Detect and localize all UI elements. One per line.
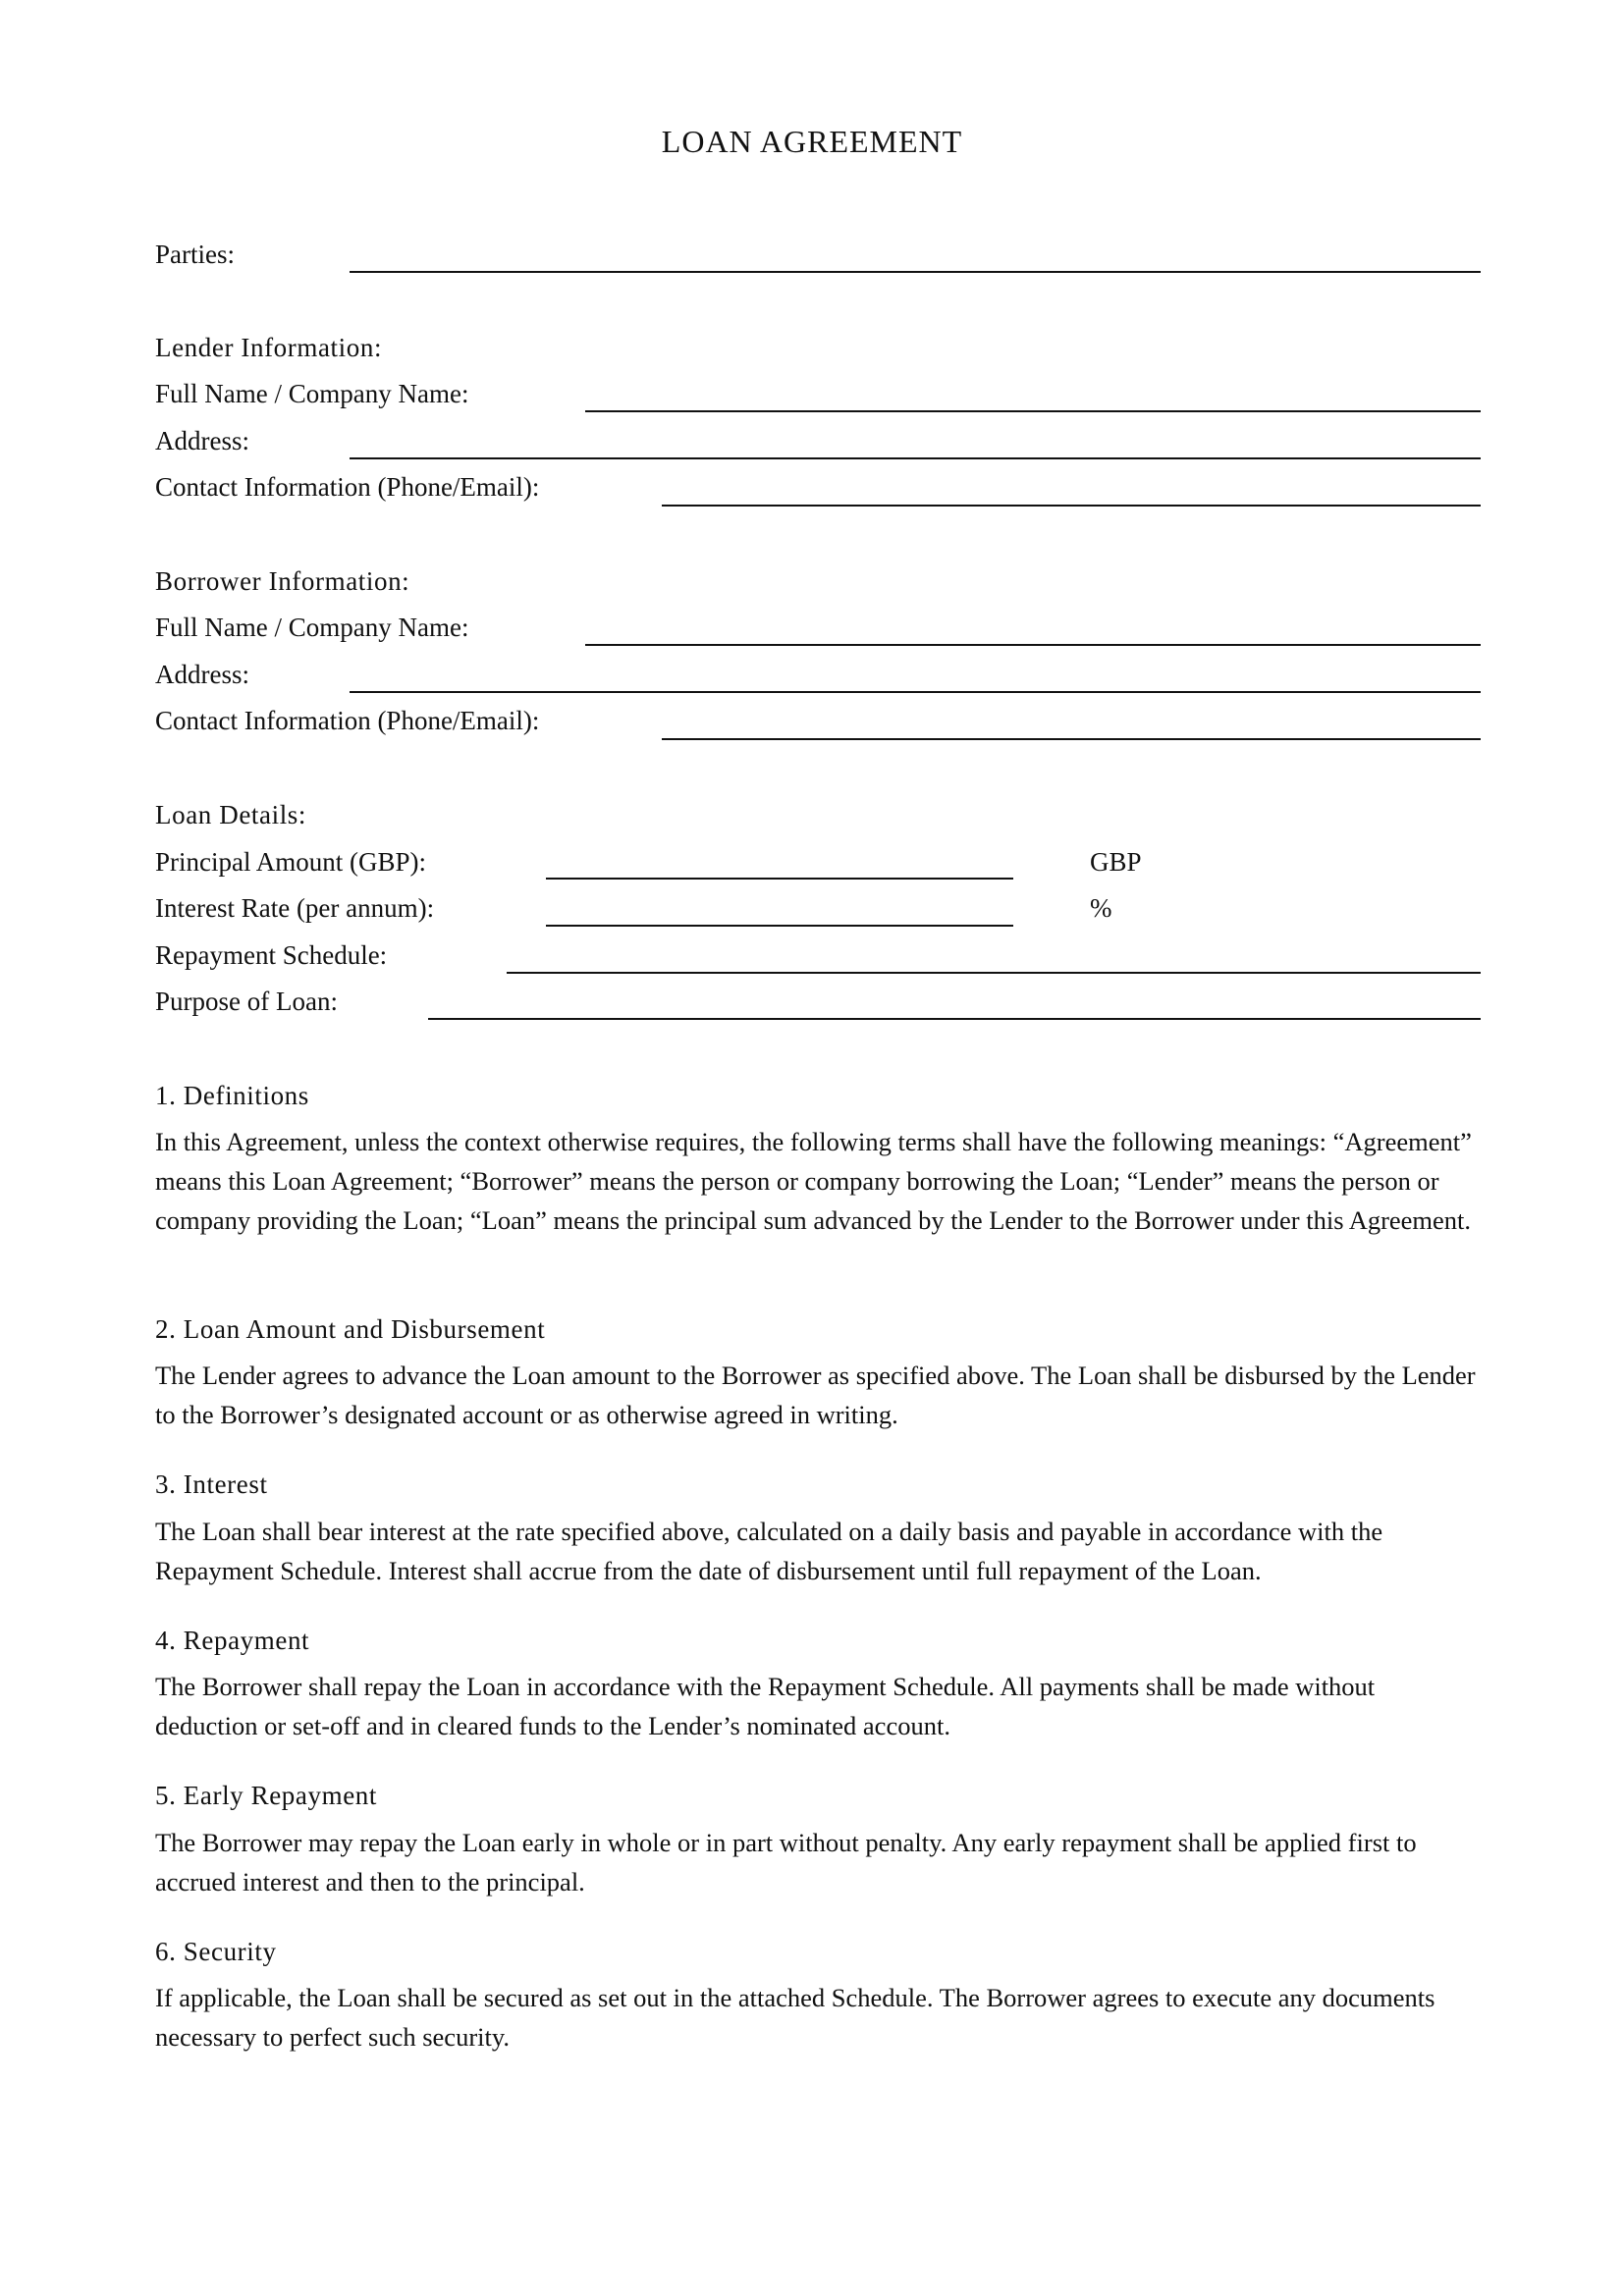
lender-address-label: Address: [155, 426, 249, 455]
lender-address-field[interactable] [350, 457, 1481, 459]
interest-field[interactable] [546, 925, 1013, 927]
document-title: LOAN AGREEMENT [661, 124, 963, 159]
section-heading: 2. Loan Amount and Disbursement [155, 1314, 546, 1344]
lender-contact-label: Contact Information (Phone/Email): [155, 472, 540, 502]
section-body: The Lender agrees to advance the Loan amount to the Borrower as specified above. The Loan shall be disbursed by the Lender to the Borrower’s designated account or as otherwise agreed in writing. [155, 1361, 1476, 1429]
principal-field[interactable] [546, 878, 1013, 880]
borrower-heading: Borrower Information: [155, 566, 410, 596]
section-body: The Loan shall bear interest at the rate specified above, calculated on a daily basis and payable in accordance with the Repayment Schedule. Interest shall accrue from the date of disbursement until full repayment of the Loan. [155, 1517, 1383, 1585]
borrower-contact-field[interactable] [662, 738, 1481, 740]
section-body: The Borrower may repay the Loan early in whole or in part without penalty. Any early repayment shall be applied first to accrued interest and then to the principal. [155, 1828, 1417, 1896]
section-heading: 3. Interest [155, 1469, 268, 1499]
section-heading: 6. Security [155, 1937, 277, 1966]
section-heading: 5. Early Repayment [155, 1781, 377, 1810]
purpose-label: Purpose of Loan: [155, 987, 338, 1016]
principal-label: Principal Amount (GBP): [155, 847, 426, 877]
lender-name-label: Full Name / Company Name: [155, 379, 469, 408]
lender-heading: Lender Information: [155, 333, 383, 362]
borrower-address-label: Address: [155, 660, 249, 689]
lender-name-field[interactable] [585, 410, 1481, 412]
principal-unit: GBP [1090, 847, 1142, 877]
interest-label: Interest Rate (per annum): [155, 893, 435, 923]
schedule-field[interactable] [507, 972, 1481, 974]
section-body: In this Agreement, unless the context otherwise requires, the following terms shall have the following meanings: “Agreement” means this Loan Agreement; “Borrower” means the person or company borrowing the Loan; “Lender” means the person or company providing the Loan; “Loan” means the principal sum advanced by the Lender to the Borrower under this Agreement. [155, 1127, 1472, 1235]
borrower-address-field[interactable] [350, 691, 1481, 693]
parties-field[interactable] [350, 271, 1481, 273]
loan-details-heading: Loan Details: [155, 800, 307, 829]
borrower-name-field[interactable] [585, 644, 1481, 646]
borrower-contact-label: Contact Information (Phone/Email): [155, 706, 540, 735]
section-heading: 4. Repayment [155, 1626, 310, 1655]
parties-label: Parties: [155, 240, 235, 269]
interest-unit: % [1090, 893, 1112, 923]
section-body: The Borrower shall repay the Loan in accordance with the Repayment Schedule. All payments shall be made without deduction or set-off and in cleared funds to the Lender’s nominated account. [155, 1672, 1376, 1740]
section-body: If applicable, the Loan shall be secured as set out in the attached Schedule. The Borrower agrees to execute any documents necessary to perfect such security. [155, 1983, 1435, 2052]
lender-contact-field[interactable] [662, 505, 1481, 507]
borrower-name-label: Full Name / Company Name: [155, 613, 469, 642]
section-heading: 1. Definitions [155, 1081, 309, 1110]
schedule-label: Repayment Schedule: [155, 940, 388, 970]
purpose-field[interactable] [428, 1018, 1481, 1020]
